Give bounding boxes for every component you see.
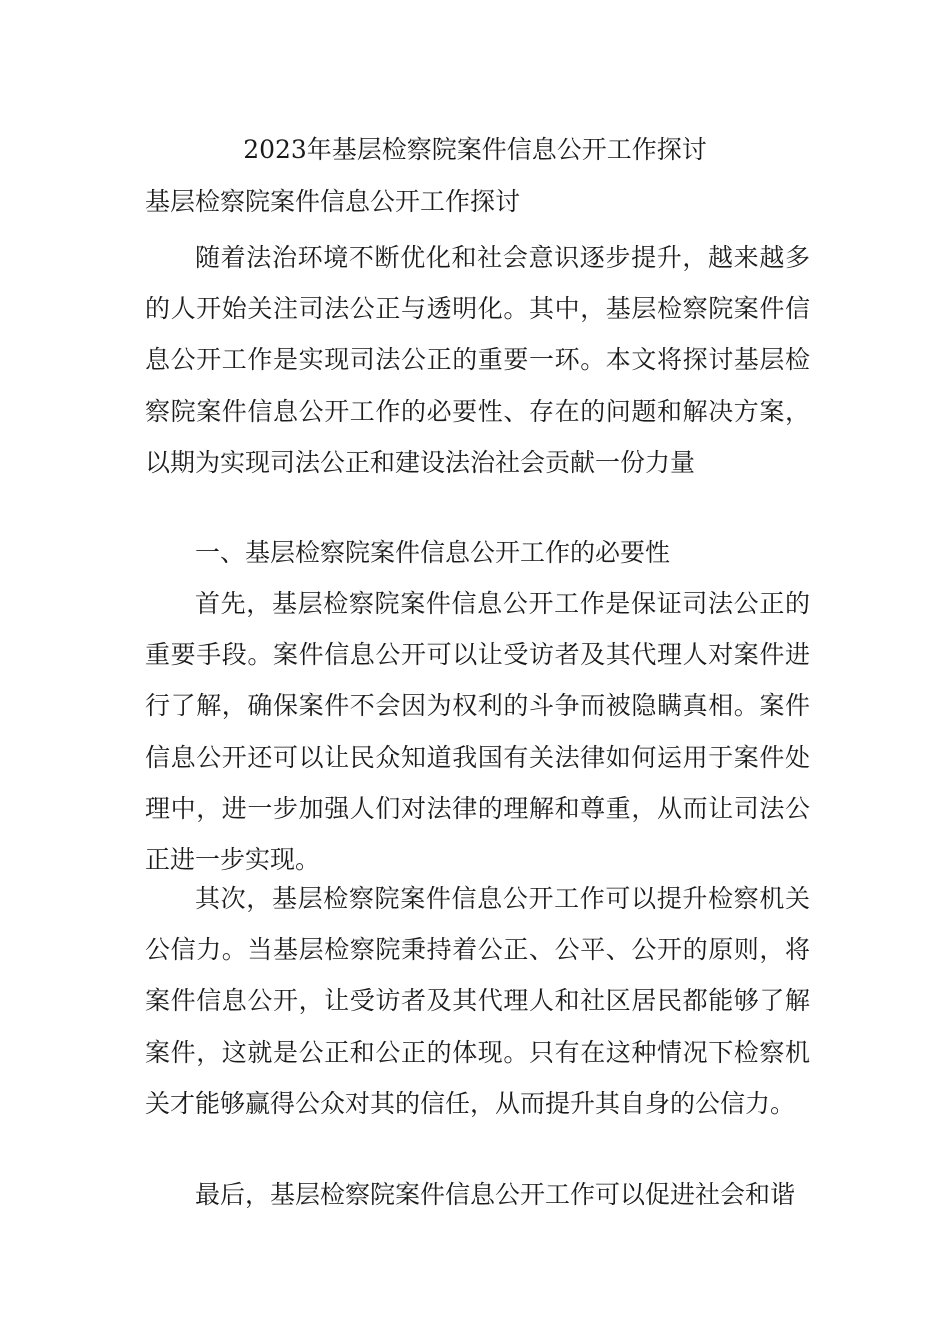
paragraph-second: 其次，基层检察院案件信息公开工作可以提升检察机关公信力。当基层检察院秉持着公正、公平、公开的原则，将案件信息公开，让受访者及其代理人和社区居民都能够了解案件，这就是公正和公正的体现。只有在这种情况下检察机关才能够赢得公众对其的信任，从而提升其自身的公信力。 <box>145 884 810 1118</box>
document-title: 2023年基层检察院案件信息公开工作探讨 <box>243 135 707 164</box>
paragraph-last: 最后，基层检察院案件信息公开工作可以促进社会和谐 <box>195 1180 796 1209</box>
intro-paragraph: 随着法治环境不断优化和社会意识逐步提升，越来越多的人开始关注司法公正与透明化。其中，基层检察院案件信息公开工作是实现司法公正的重要一环。本文将探讨基层检察院案件信息公开工作的必要性、存在的问题和解决方案，以期为实现司法公正和建设法治社会贡献一份力量 <box>145 243 810 477</box>
section-heading: 一、基层检察院案件信息公开工作的必要性 <box>195 538 671 567</box>
paragraph-first: 首先，基层检察院案件信息公开工作是保证司法公正的重要手段。案件信息公开可以让受访者及其代理人对案件进行了解，确保案件不会因为权利的斗争而被隐瞒真相。案件信息公开还可以让民众知道我国有关法律如何运用于案件处理中，进一步加强人们对法律的理解和尊重，从而让司法公正进一步实现。 <box>145 589 810 875</box>
document-subtitle: 基层检察院案件信息公开工作探讨 <box>145 187 521 216</box>
